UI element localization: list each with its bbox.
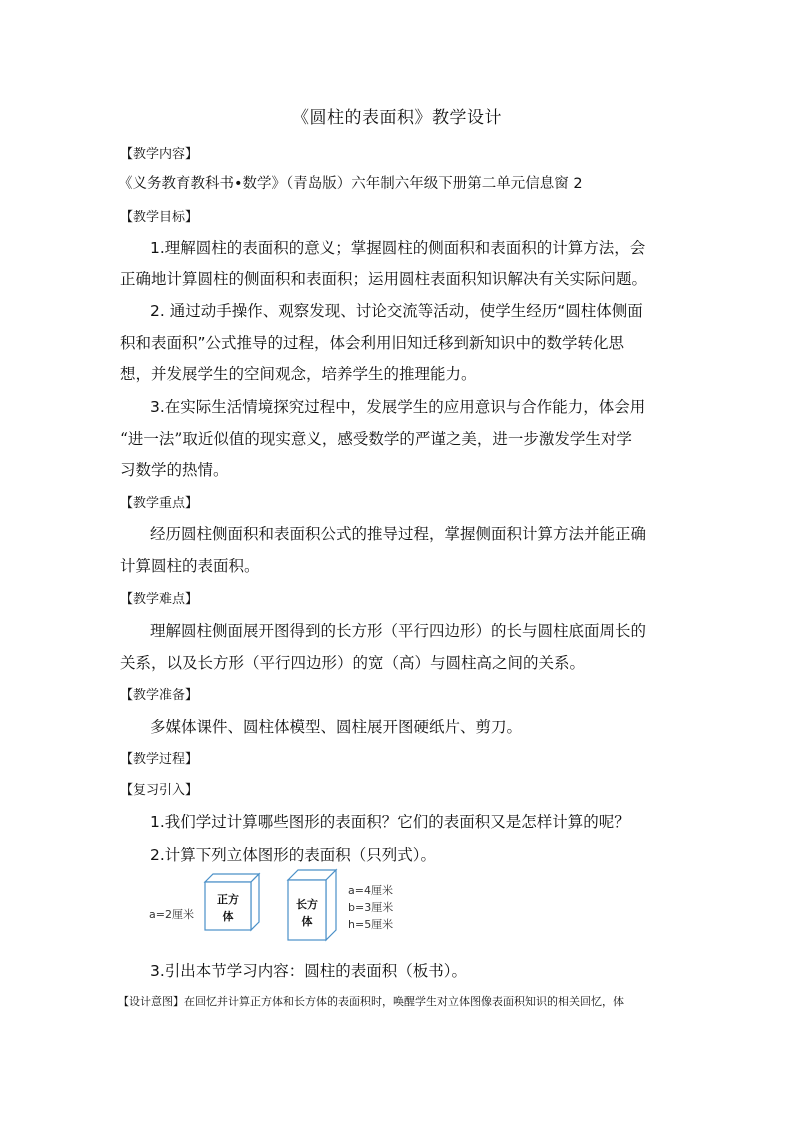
- cuboid-label-1: 长方: [296, 898, 318, 911]
- goal-2-line-1: 2. 通过动手操作、观察发现、讨论交流等活动，使学生经历“圆柱体侧面: [150, 302, 643, 320]
- goal-1-line-2: 正确地计算圆柱的侧面积和表面积；运用圆柱表面积知识解决有关实际问题。: [120, 270, 648, 288]
- goal-3-line-1: 3.在实际生活情境探究过程中，发展学生的应用意识与合作能力，体会用: [150, 398, 646, 416]
- review-item-1: 1.我们学过计算哪些图形的表面积？它们的表面积又是怎样计算的呢？: [150, 813, 630, 831]
- review-item-2: 2.计算下列立体图形的表面积（只列式）。: [150, 846, 437, 864]
- cuboid-width: b=3厘米: [348, 901, 394, 914]
- cuboid-length: a=4厘米: [348, 884, 393, 897]
- heading-process: 【教学过程】: [120, 752, 199, 767]
- document-title: 《圆柱的表面积》教学设计: [292, 108, 502, 128]
- key-line-1: 经历圆柱侧面积和表面积公式的推导过程，掌握侧面积计算方法并能正确: [150, 525, 647, 543]
- key-line-2: 计算圆柱的表面积。: [120, 557, 260, 575]
- preparation-text: 多媒体课件、圆柱体模型、圆柱展开图硬纸片、剪刀。: [150, 718, 523, 736]
- difficulty-line-1: 理解圆柱侧面展开图得到的长方形（平行四边形）的长与圆柱底面周长的: [150, 622, 647, 640]
- heading-review: 【复习引入】: [120, 783, 199, 798]
- cube-label-2: 体: [222, 910, 234, 923]
- cube-label-1: 正方: [217, 893, 239, 906]
- heading-difficulties: 【教学难点】: [120, 592, 199, 607]
- cube-side-face: [251, 874, 259, 930]
- cube-dimension: a=2厘米: [149, 908, 194, 921]
- difficulty-line-2: 关系，以及长方形（平行四边形）的宽（高）与圆柱高之间的关系。: [120, 654, 586, 672]
- content-text: 《义务教育教科书•数学》（青岛版）六年制六年级下册第二单元信息窗 2: [118, 176, 583, 192]
- cuboid-height: h=5厘米: [348, 918, 394, 931]
- heading-content: 【教学内容】: [120, 147, 199, 162]
- cube-top-face: [205, 874, 259, 882]
- goal-3-line-2: “进一法”取近似值的现实意义，感受数学的严谨之美，进一步激发学生对学: [120, 430, 632, 448]
- solid-figures-illustration: [145, 866, 415, 951]
- cuboid-label-2: 体: [301, 915, 313, 928]
- design-intent-note: 【设计意图】在回忆并计算正方体和长方体的表面积时，唤醒学生对立体图像表面积知识的相关回忆，体: [118, 995, 624, 1008]
- review-item-3: 3.引出本节学习内容：圆柱的表面积（板书）。: [150, 962, 468, 980]
- cuboid-side-face: [326, 870, 336, 940]
- goal-1-line-1: 1.理解圆柱的表面积的意义；掌握圆柱的侧面积和表面积的计算方法，会: [150, 239, 646, 257]
- goal-2-line-3: 想，并发展学生的空间观念，培养学生的推理能力。: [120, 365, 477, 383]
- heading-goals: 【教学目标】: [120, 210, 199, 225]
- goal-2-line-2: 积和表面积”公式推导的过程，体会利用旧知迁移到新知识中的数学转化思: [120, 334, 625, 352]
- heading-key-points: 【教学重点】: [120, 496, 199, 511]
- heading-preparation: 【教学准备】: [120, 688, 199, 703]
- solid-figures-svg: [145, 866, 415, 946]
- goal-3-line-3: 习数学的热情。: [120, 461, 229, 479]
